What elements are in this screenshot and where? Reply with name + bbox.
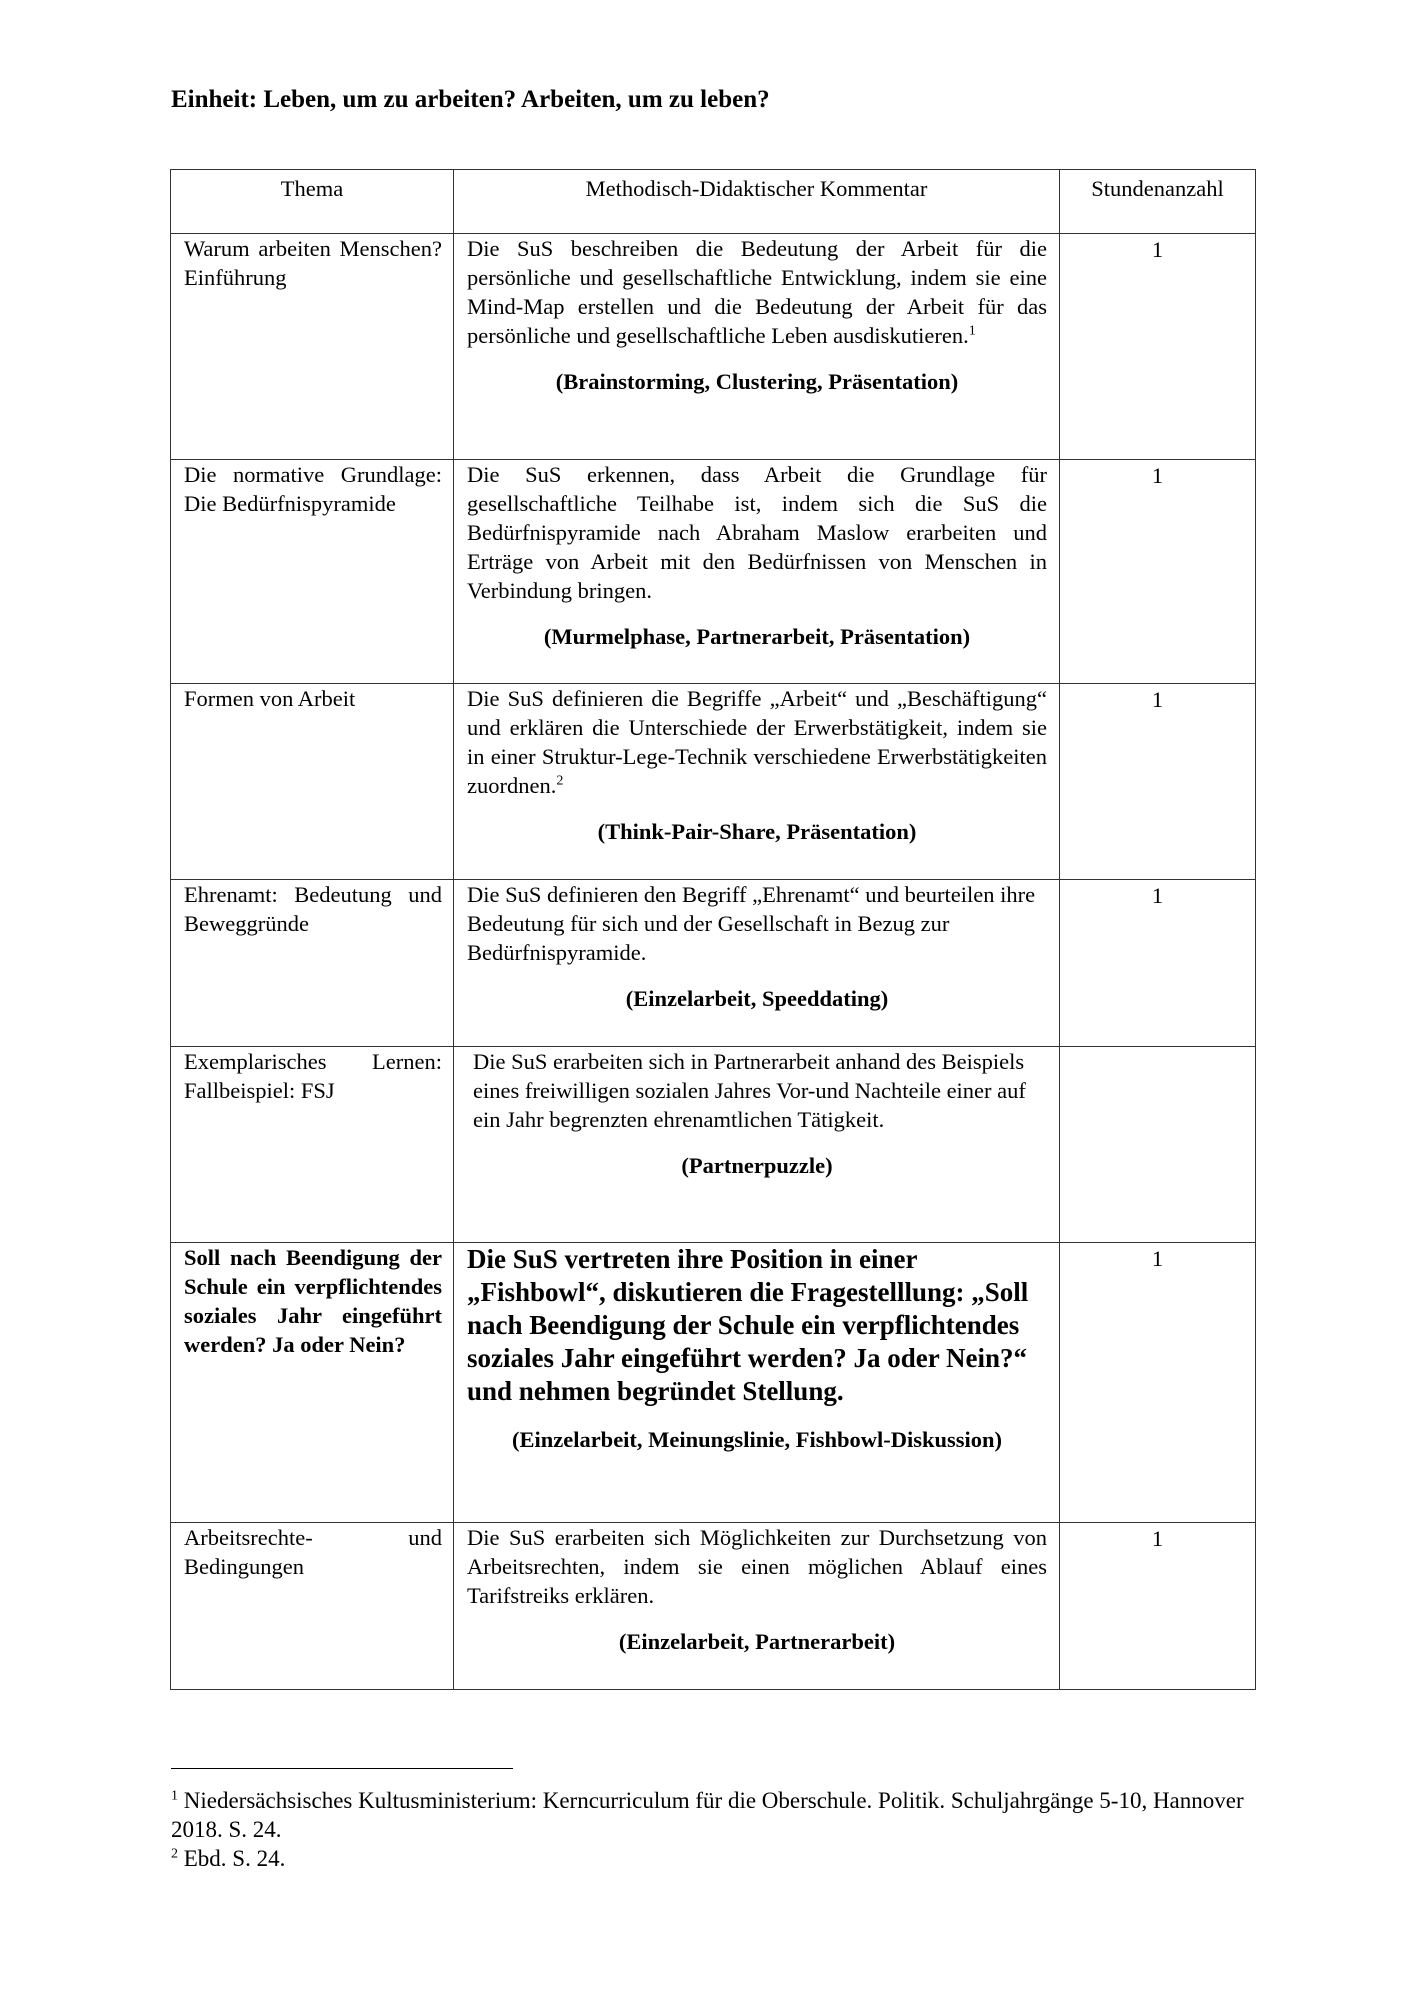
row-methods: (Einzelarbeit, Meinungslinie, Fishbowl-Diskussion) (511, 1427, 1003, 1452)
row-methods: (Think-Pair-Share, Präsentation) (597, 819, 917, 844)
footnote-text: Niedersächsisches Kultusministerium: Kerncurriculum für die Oberschule. Politik. Schuljahrgänge 5-10, Hannover 2018. S. 24. (171, 1788, 1244, 1842)
row-comment-cell (454, 1047, 1060, 1243)
row-comment-cell (454, 1523, 1060, 1690)
row-comment (467, 460, 1047, 605)
row-comment (467, 684, 1047, 800)
lesson-plan-table (170, 169, 1256, 1690)
row-topic: Soll nach Beendigung der Schule ein verpflichtendes soziales Jahr eingeführt werden? Ja oder Nein? (171, 1243, 454, 1523)
page-title: Einheit: Leben, um zu arbeiten? Arbeiten, um zu leben? (171, 86, 770, 113)
footnote-ref: 1 (968, 323, 976, 339)
footnote-number: 2 (171, 1846, 178, 1862)
row-hours: 1 (1060, 234, 1256, 460)
row-comment-cell (454, 234, 1060, 460)
row-hours: 1 (1060, 1523, 1256, 1690)
row-topic: Formen von Arbeit (171, 684, 454, 880)
row-methods: (Einzelarbeit, Speeddating) (625, 986, 889, 1011)
header-topic: Thema (171, 170, 454, 234)
table-header-row (171, 170, 1256, 234)
row-topic: Warum arbeiten Menschen? Einführung (171, 234, 454, 460)
row-comment (467, 1523, 1047, 1610)
row-comment (467, 1047, 1047, 1134)
table-row (171, 1523, 1256, 1690)
header-hours: Stundenanzahl (1060, 170, 1256, 234)
footnote-number: 1 (171, 1788, 178, 1804)
row-comment-text: Die SuS erarbeiten sich in Partnerarbeit anhand des Beispiels eines freiwilligen sozialen Jahres Vor-und Nachteile einer auf ein Jahr begrenzten ehrenamtlichen Tätigkeit. (473, 1049, 1026, 1132)
row-topic: Ehrenamt: Bedeutung und Beweggründe (171, 880, 454, 1047)
footnote-ref: 2 (556, 773, 564, 789)
table-row (171, 460, 1256, 684)
row-hours: 1 (1060, 684, 1256, 880)
row-methods: (Brainstorming, Clustering, Präsentation) (555, 369, 959, 394)
row-comment (467, 880, 1047, 967)
row-comment (467, 1243, 1047, 1408)
footnote (171, 1844, 1261, 1873)
row-hours (1060, 1047, 1256, 1243)
row-hours: 1 (1060, 1243, 1256, 1523)
row-comment-cell (454, 1243, 1060, 1523)
row-comment-text: Die SuS erkennen, dass Arbeit die Grundlage für gesellschaftliche Teilhabe ist, indem sich die SuS die Bedürfnispyramide nach Abraham Maslow erarbeiten und Erträge von Arbeit mit den Bedürfnissen von Menschen in Verbindung bringen. (467, 462, 1047, 603)
row-comment-text: Die SuS definieren den Begriff „Ehrenamt“ und beurteilen ihre Bedeutung für sich und der Gesellschaft in Bezug zur Bedürfnispyramide. (467, 882, 1036, 965)
row-comment-cell (454, 880, 1060, 1047)
table-row (171, 880, 1256, 1047)
row-hours: 1 (1060, 880, 1256, 1047)
row-comment-text: Die SuS vertreten ihre Position in einer „Fishbowl“, diskutieren die Fragestelllung: „Soll nach Beendigung der Schule ein verpflichtendes soziales Jahr eingeführt werden? Ja oder Nein?“ und nehmen begründet Stellung. (467, 1244, 1029, 1406)
row-topic: Arbeitsrechte- und Bedingungen (171, 1523, 454, 1690)
row-comment-cell (454, 460, 1060, 684)
table-row (171, 234, 1256, 460)
row-comment-text: Die SuS beschreiben die Bedeutung der Arbeit für die persönliche und gesellschaftliche Entwicklung, indem sie eine Mind-Map erstellen und die Bedeutung der Arbeit für das persönliche und gesellschaftliche Leben ausdiskutieren. (467, 236, 1047, 348)
row-methods: (Einzelarbeit, Partnerarbeit) (618, 1629, 896, 1654)
row-topic: Die normative Grundlage: Die Bedürfnispyramide (171, 460, 454, 684)
footnote (171, 1786, 1261, 1844)
row-methods: (Murmelphase, Partnerarbeit, Präsentation) (543, 624, 971, 649)
footnote-text: Ebd. S. 24. (183, 1846, 286, 1871)
footnote-separator (171, 1768, 513, 1769)
row-comment-cell (454, 684, 1060, 880)
row-hours: 1 (1060, 460, 1256, 684)
table-row (171, 684, 1256, 880)
footnotes (171, 1786, 1261, 1873)
row-topic: Exemplarisches Lernen: Fallbeispiel: FSJ (171, 1047, 454, 1243)
table-row (171, 1243, 1256, 1523)
header-comment: Methodisch-Didaktischer Kommentar (454, 170, 1060, 234)
row-methods: (Partnerpuzzle) (681, 1153, 833, 1178)
row-comment-text: Die SuS definieren die Begriffe „Arbeit“ und „Beschäftigung“ und erklären die Unterschiede der Erwerbstätigkeit, indem sie in einer Struktur-Lege-Technik verschiedene Erwerbstätigkeiten zuordnen. (467, 686, 1047, 798)
row-comment-text: Die SuS erarbeiten sich Möglichkeiten zur Durchsetzung von Arbeitsrechten, indem sie einen möglichen Ablauf eines Tarifstreiks erklären. (467, 1525, 1047, 1608)
table-row (171, 1047, 1256, 1243)
row-comment (467, 234, 1047, 350)
